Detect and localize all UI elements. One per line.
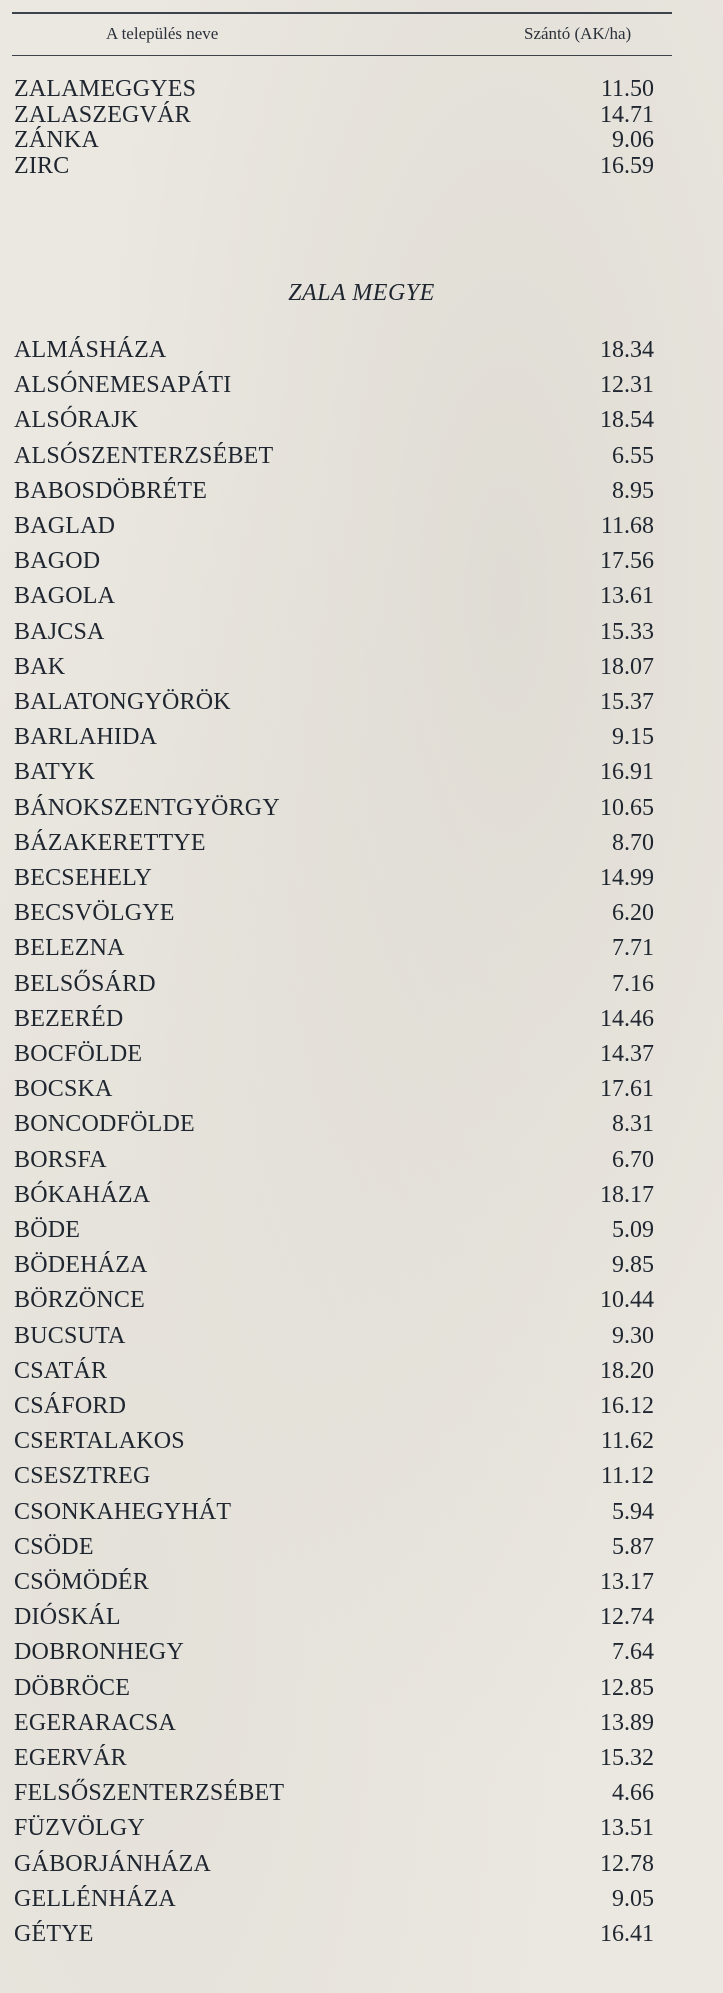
arable-value: 15.32: [600, 1745, 654, 1771]
settlement-name: BOCFÖLDE: [14, 1041, 143, 1067]
table-row: [14, 1355, 654, 1387]
table-row: [14, 334, 654, 366]
settlement-name: CSÖMÖDÉR: [14, 1569, 149, 1595]
table-row: [14, 1249, 654, 1281]
arable-value: 17.56: [600, 548, 654, 575]
arable-value: 10.44: [600, 1287, 654, 1314]
settlement-name: GÁBORJÁNHÁZA: [14, 1850, 212, 1877]
table-row: [14, 1566, 654, 1598]
table-row: [14, 721, 654, 753]
table-row: [14, 1038, 654, 1070]
settlement-name: BELEZNA: [14, 935, 125, 962]
settlement-name: BUCSUTA: [14, 1322, 126, 1349]
table-row: [14, 1848, 654, 1880]
table-row: [14, 1742, 654, 1774]
section-title: ZALA MEGYE: [288, 280, 435, 306]
arable-value: 17.61: [600, 1076, 654, 1103]
arable-value: 14.37: [600, 1041, 654, 1067]
table-row: [14, 1883, 654, 1915]
arable-value: 14.99: [600, 865, 654, 891]
settlement-name: CSÁFORD: [14, 1393, 127, 1419]
arable-value: 18.34: [600, 337, 654, 363]
settlement-name: CSESZTREG: [14, 1463, 151, 1490]
settlement-name: BELSŐSÁRD: [14, 970, 156, 997]
settlement-name: EGERARACSA: [14, 1709, 177, 1736]
table-row: [14, 1390, 654, 1422]
table-row: [14, 1144, 654, 1176]
arable-value: 6.70: [612, 1146, 654, 1173]
settlement-name: ALSÓSZENTERZSÉBET: [14, 442, 274, 469]
arable-value: 15.33: [600, 618, 654, 645]
arable-value: 15.37: [600, 689, 654, 715]
table-row: [14, 1073, 654, 1105]
settlement-name: GELLÉNHÁZA: [14, 1885, 176, 1912]
arable-value: 14.46: [600, 1005, 654, 1032]
settlement-name: BORSFA: [14, 1146, 107, 1173]
header-top-rule: [12, 12, 672, 14]
arable-value: 16.12: [600, 1393, 654, 1419]
table-row: [14, 510, 654, 542]
table-row: [14, 1214, 654, 1246]
settlement-name: ALSÓNEMESAPÁTI: [14, 372, 232, 399]
settlement-name: BÖDE: [14, 1217, 81, 1243]
settlement-name: BECSEHELY: [14, 865, 153, 891]
arable-value: 7.16: [612, 970, 654, 997]
table-row: [14, 1672, 654, 1704]
settlement-name: BEZERÉD: [14, 1005, 124, 1032]
settlement-name: BÓKAHÁZA: [14, 1181, 151, 1208]
table-row: [14, 686, 654, 718]
settlement-name: BECSVÖLGYE: [14, 900, 175, 927]
table-row: [14, 369, 654, 401]
arable-value: 8.95: [612, 477, 654, 504]
settlement-name: BATYK: [14, 759, 96, 786]
arable-value: 9.85: [612, 1252, 654, 1279]
table-row: [14, 756, 654, 788]
table-row: [14, 1284, 654, 1316]
settlement-name: BAGLAD: [14, 513, 116, 539]
arable-value: 9.06: [612, 127, 654, 154]
table-row: [14, 1108, 654, 1140]
table-row: [14, 897, 654, 929]
table-row: [14, 1636, 654, 1668]
settlement-name: BAJCSA: [14, 618, 105, 645]
arable-value: 11.68: [600, 513, 654, 539]
settlement-name: BARLAHIDA: [14, 724, 158, 751]
arable-value: 13.89: [600, 1709, 654, 1736]
table-row: [14, 1918, 654, 1950]
table-row: [14, 1003, 654, 1035]
settlement-name: ALSÓRAJK: [14, 407, 139, 434]
arable-value: 9.15: [612, 724, 654, 751]
arable-value: 5.09: [612, 1217, 654, 1243]
arable-value: 7.71: [612, 935, 654, 962]
settlement-name: FÜZVÖLGY: [14, 1815, 145, 1842]
settlement-name: GÉTYE: [14, 1921, 94, 1947]
arable-value: 13.17: [600, 1569, 654, 1595]
settlement-name: DOBRONHEGY: [14, 1639, 184, 1666]
arable-value: 11.50: [600, 76, 654, 102]
settlement-name: ZALASZEGVÁR: [14, 101, 191, 128]
header-bottom-rule: [12, 55, 672, 56]
arable-value: 12.31: [600, 372, 654, 399]
table-row: [14, 440, 654, 472]
settlement-name: CSERTALAKOS: [14, 1428, 185, 1455]
table-row: [14, 1425, 654, 1457]
settlement-name: CSÖDE: [14, 1533, 94, 1560]
settlement-name: ZÁNKA: [14, 127, 99, 154]
settlement-name: BÁNOKSZENTGYÖRGY: [14, 794, 280, 821]
arable-value: 8.70: [612, 829, 654, 856]
arable-value: 9.05: [612, 1885, 654, 1912]
arable-value: 16.41: [600, 1921, 654, 1947]
settlement-name: BABOSDÖBRÉTE: [14, 477, 208, 504]
arable-value: 13.61: [600, 583, 654, 610]
arable-value: 7.64: [612, 1639, 654, 1666]
settlement-name: BAGOD: [14, 548, 101, 575]
table-row: [14, 1179, 654, 1211]
table-row: [14, 616, 654, 648]
arable-value: 16.91: [600, 759, 654, 786]
arable-value: 18.17: [600, 1181, 654, 1208]
settlement-name: BÖDEHÁZA: [14, 1252, 148, 1279]
arable-value: 12.78: [600, 1850, 654, 1877]
table-row: [14, 651, 654, 683]
arable-value: 10.65: [600, 794, 654, 821]
settlement-name: BÖRZÖNCE: [14, 1287, 145, 1314]
arable-value: 4.66: [612, 1780, 654, 1807]
settlement-name: BÁZAKERETTYE: [14, 829, 206, 856]
table-row: [14, 1320, 654, 1352]
table-row: [14, 1777, 654, 1809]
settlement-name: BONCODFÖLDE: [14, 1111, 195, 1138]
table-row: [14, 1707, 654, 1739]
arable-value: 9.30: [612, 1322, 654, 1349]
arable-value: 11.12: [600, 1463, 654, 1490]
settlement-name: CSATÁR: [14, 1357, 108, 1384]
table-row: [14, 1496, 654, 1528]
arable-value: 12.74: [600, 1604, 654, 1631]
arable-value: 6.55: [612, 442, 654, 469]
arable-value: 18.54: [600, 407, 654, 434]
arable-value: 14.71: [600, 101, 654, 128]
settlement-name: EGERVÁR: [14, 1745, 127, 1771]
arable-value: 16.59: [600, 153, 654, 180]
table-row: [14, 1812, 654, 1844]
arable-value: 18.20: [600, 1357, 654, 1384]
table-row: [14, 1531, 654, 1563]
settlement-name: CSONKAHEGYHÁT: [14, 1498, 232, 1525]
settlement-name: BAK: [14, 653, 66, 680]
arable-value: 5.94: [612, 1498, 654, 1525]
table-row: [14, 150, 654, 182]
settlement-name: ALMÁSHÁZA: [14, 337, 167, 363]
column-header-name: A település neve: [106, 24, 219, 43]
settlement-name: BALATONGYÖRÖK: [14, 689, 231, 715]
table-row: [14, 968, 654, 1000]
table-row: [14, 580, 654, 612]
column-header-value: Szántó (AK/ha): [524, 24, 632, 43]
arable-value: 8.31: [612, 1111, 654, 1138]
arable-value: 13.51: [600, 1815, 654, 1842]
settlement-name: FELSŐSZENTERZSÉBET: [14, 1780, 285, 1807]
table-row: [14, 475, 654, 507]
arable-value: 12.85: [600, 1674, 654, 1701]
arable-value: 18.07: [600, 653, 654, 680]
settlement-name: ZALAMEGGYES: [14, 76, 197, 102]
arable-value: 11.62: [600, 1428, 654, 1455]
settlement-name: BOCSKA: [14, 1076, 113, 1103]
table-row: [14, 545, 654, 577]
settlement-name: DIÓSKÁL: [14, 1604, 121, 1631]
table-row: [14, 862, 654, 894]
table-row: [14, 932, 654, 964]
table-row: [14, 792, 654, 824]
settlement-name: DÖBRÖCE: [14, 1674, 131, 1701]
arable-value: 5.87: [612, 1533, 654, 1560]
table-row: [14, 1601, 654, 1633]
settlement-name: ZIRC: [14, 153, 70, 180]
arable-value: 6.20: [612, 900, 654, 927]
table-row: [14, 404, 654, 436]
settlement-name: BAGOLA: [14, 583, 116, 610]
table-row: [14, 1460, 654, 1492]
table-row: [14, 827, 654, 859]
